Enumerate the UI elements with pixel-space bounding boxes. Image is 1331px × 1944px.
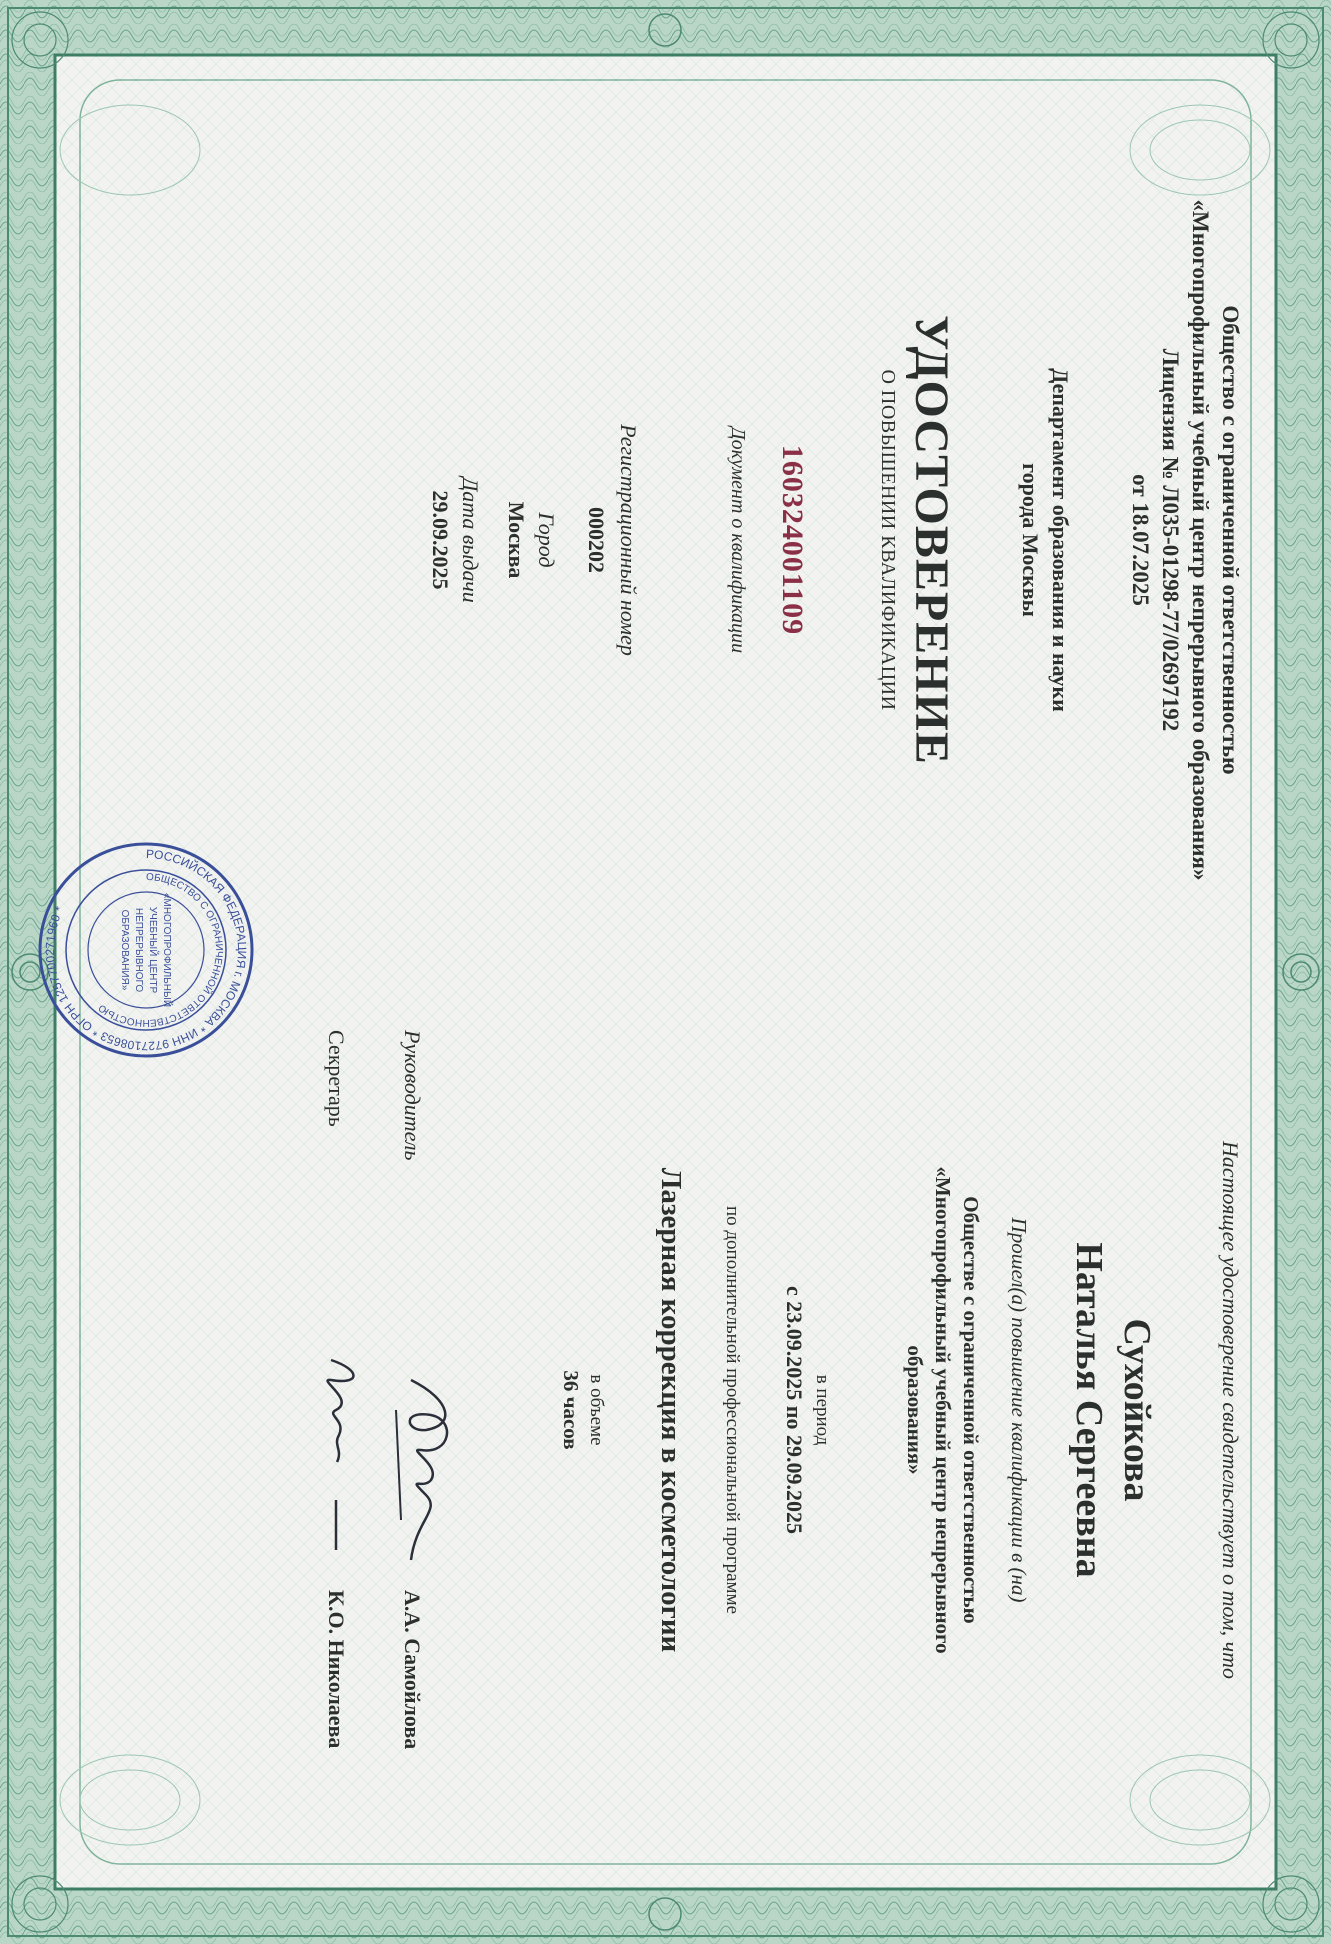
passed-training-text: Прошел(а) повышение квалификации в (на) (1007, 1217, 1031, 1603)
period-label: в период (812, 1374, 833, 1446)
document-number: 160324001109 (776, 444, 809, 636)
seal-inner-text: ОБЩЕСТВО С ОГРАНИЧЕННОЙ ОТВЕТСТВЕННОСТЬЮ (96, 871, 225, 1029)
seal-center-line4: ОБРАЗОВАНИЯ» (119, 909, 130, 991)
period-value: с 23.09.2025 по 29.09.2025 (782, 1286, 807, 1534)
holder-panel (0, 990, 1331, 1830)
secretary-label: Секретарь (324, 1030, 349, 1127)
intro-text: Настоящее удостоверение свидетельствует о том, что (1218, 1140, 1243, 1680)
seal-center-line1: «МНОГОПРОФИЛЬНЫЙ (161, 892, 172, 1008)
seal-center-line2: УЧЕБНЫЙ ЦЕНТР (147, 906, 158, 994)
license-date: от 18.07.2025 (1128, 474, 1153, 606)
secretary-signature (301, 1350, 381, 1570)
head-label: Руководитель (400, 1030, 425, 1161)
training-org-line1: Обществе с ограниченной ответственностью (959, 1196, 983, 1624)
head-name: А.А. Самойлова (400, 1590, 425, 1750)
issue-date-label: Дата выдачи (458, 477, 483, 603)
holder-name: Наталья Сергеевна (1068, 1242, 1110, 1578)
document-label: Документ о квалификации (727, 426, 749, 654)
program-label: по дополнительной профессиональной программе (722, 1205, 743, 1615)
training-org-line3: образования» (903, 1345, 927, 1475)
registration-number: 000202 (584, 507, 609, 573)
city-label: Город (534, 512, 559, 568)
seal-center-line3: НЕПРЕРЫВНОГО (133, 907, 144, 993)
issuer-org-line2: «Многопрофильный учебный центр непрерывного образования» (1188, 199, 1213, 881)
seal-outer-text: РОССИЙСКАЯ ФЕДЕРАЦИЯ г. МОСКВА * ИНН 9727108653 * ОГРН 1257700271960 * (42, 846, 250, 1054)
secretary-name: К.О. Николаева (324, 1590, 349, 1749)
license-number: Лицензия № Л035-01298-77/02697192 (1158, 348, 1183, 732)
program-name: Лазерная коррекция в косметологии (655, 1167, 687, 1653)
issue-date: 29.09.2025 (428, 490, 453, 590)
issuer-org-line1: Общество с ограниченной ответственностью (1218, 305, 1243, 775)
city-value: Москва (504, 501, 529, 579)
registration-label: Регистрационный номер (616, 424, 641, 656)
volume-value: 36 часов (559, 1370, 583, 1450)
head-signature (381, 1370, 471, 1570)
department-line1: Департамент образования и науки (1048, 368, 1073, 712)
department-line2: города Москвы (1018, 463, 1043, 617)
holder-surname: Сухойкова (1116, 1318, 1158, 1502)
volume-label: в объеме (586, 1374, 607, 1446)
certificate-title: УДОСТОВЕРЕНИЕ (905, 315, 958, 765)
issuer-panel (0, 130, 1331, 950)
certificate-subtitle: О ПОВЫШЕНИИ КВАЛИФИКАЦИИ (877, 369, 899, 711)
training-org-line2: «Многопрофильный учебный центр непрерывного (931, 1166, 955, 1654)
